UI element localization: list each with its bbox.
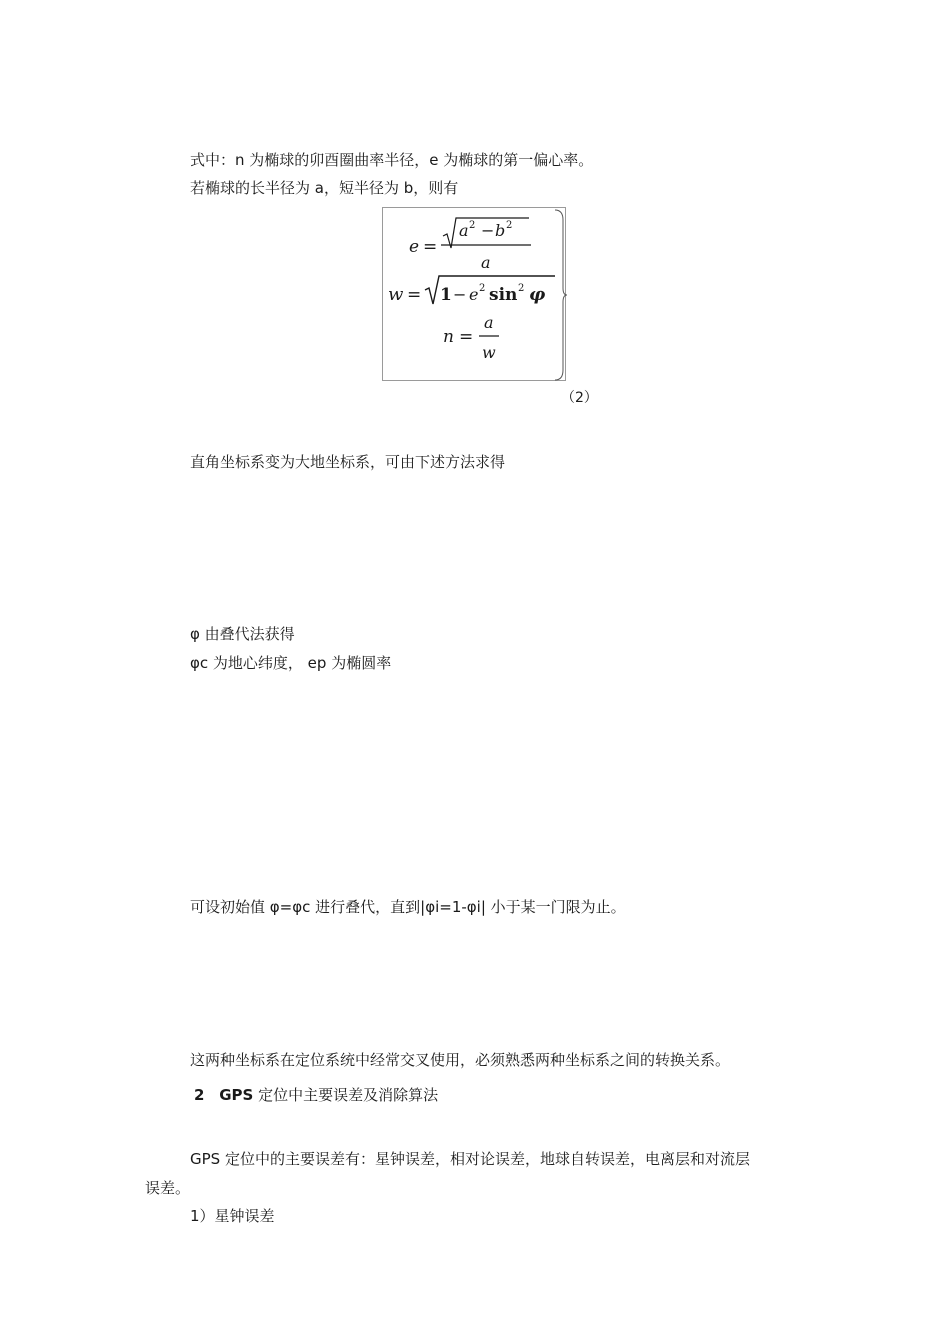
paragraph-main-errors-line1: GPS 定位中的主要误差有：星钟误差，相对论误差，地球自转误差，电离层和对流层 bbox=[190, 1150, 750, 1168]
eq1-lhs: e bbox=[409, 237, 420, 257]
eq1-minus: − bbox=[481, 221, 495, 240]
eq2-e: e bbox=[469, 285, 479, 304]
eq1-den: a bbox=[481, 253, 491, 272]
eq1-a-exp: 2 bbox=[469, 220, 476, 231]
paragraph-phi-iteration: φ 由叠代法获得 bbox=[190, 625, 295, 643]
eq3-num: a bbox=[484, 313, 494, 332]
paragraph-rect-to-geodetic: 直角坐标系变为大地坐标系，可由下述方法求得 bbox=[190, 453, 506, 471]
eq3-den: w bbox=[482, 343, 496, 362]
section-number: 2 bbox=[194, 1086, 205, 1104]
paragraph-main-errors-line2: 误差。 bbox=[145, 1179, 191, 1197]
eq1-b-exp: 2 bbox=[506, 220, 513, 231]
eq2-equals: = bbox=[407, 285, 422, 305]
eq2-minus: − bbox=[453, 285, 467, 304]
brace-icon bbox=[555, 210, 567, 380]
equation-number: （2） bbox=[561, 390, 598, 406]
eq2-lhs: w bbox=[388, 284, 404, 305]
paragraph-ellipsoid-definitions: 式中：n 为椭球的卯酉圈曲率半径，e 为椭球的第一偏心率。 bbox=[190, 151, 594, 169]
paragraph-coordinate-systems: 这两种坐标系在定位系统中经常交叉使用，必须熟悉两种坐标系之间的转换关系。 bbox=[190, 1051, 731, 1069]
eq3-equals: = bbox=[459, 327, 474, 347]
eq1-b: b bbox=[495, 221, 506, 240]
paragraph-semi-axes: 若椭球的长半径为 a，短半径为 b，则有 bbox=[190, 179, 459, 197]
paragraph-geocentric-latitude: φc 为地心纬度， ep 为椭圆率 bbox=[190, 654, 392, 672]
list-item-clock-error: 1）星钟误差 bbox=[190, 1207, 275, 1225]
section-heading bbox=[194, 1085, 438, 1105]
paragraph-initial-value: 可设初始值 φ=φc 进行叠代，直到|φi=1-φi| 小于某一门限为止。 bbox=[190, 898, 626, 916]
section-title-rest: 定位中主要误差及消除算法 bbox=[253, 1086, 439, 1104]
formula-svg bbox=[383, 208, 567, 382]
eq2-e-exp: 2 bbox=[479, 283, 486, 294]
eq2-phi: φ bbox=[529, 284, 546, 305]
eq2-sin: sin bbox=[489, 285, 518, 305]
section-title-gps: GPS bbox=[219, 1086, 254, 1104]
eq2-one: 1 bbox=[440, 285, 452, 305]
formula-image bbox=[382, 207, 566, 381]
eq1-a: a bbox=[459, 221, 469, 240]
eq3-lhs: n bbox=[443, 327, 454, 347]
eq2-sin-exp: 2 bbox=[518, 283, 525, 294]
eq1-equals: = bbox=[423, 237, 438, 257]
